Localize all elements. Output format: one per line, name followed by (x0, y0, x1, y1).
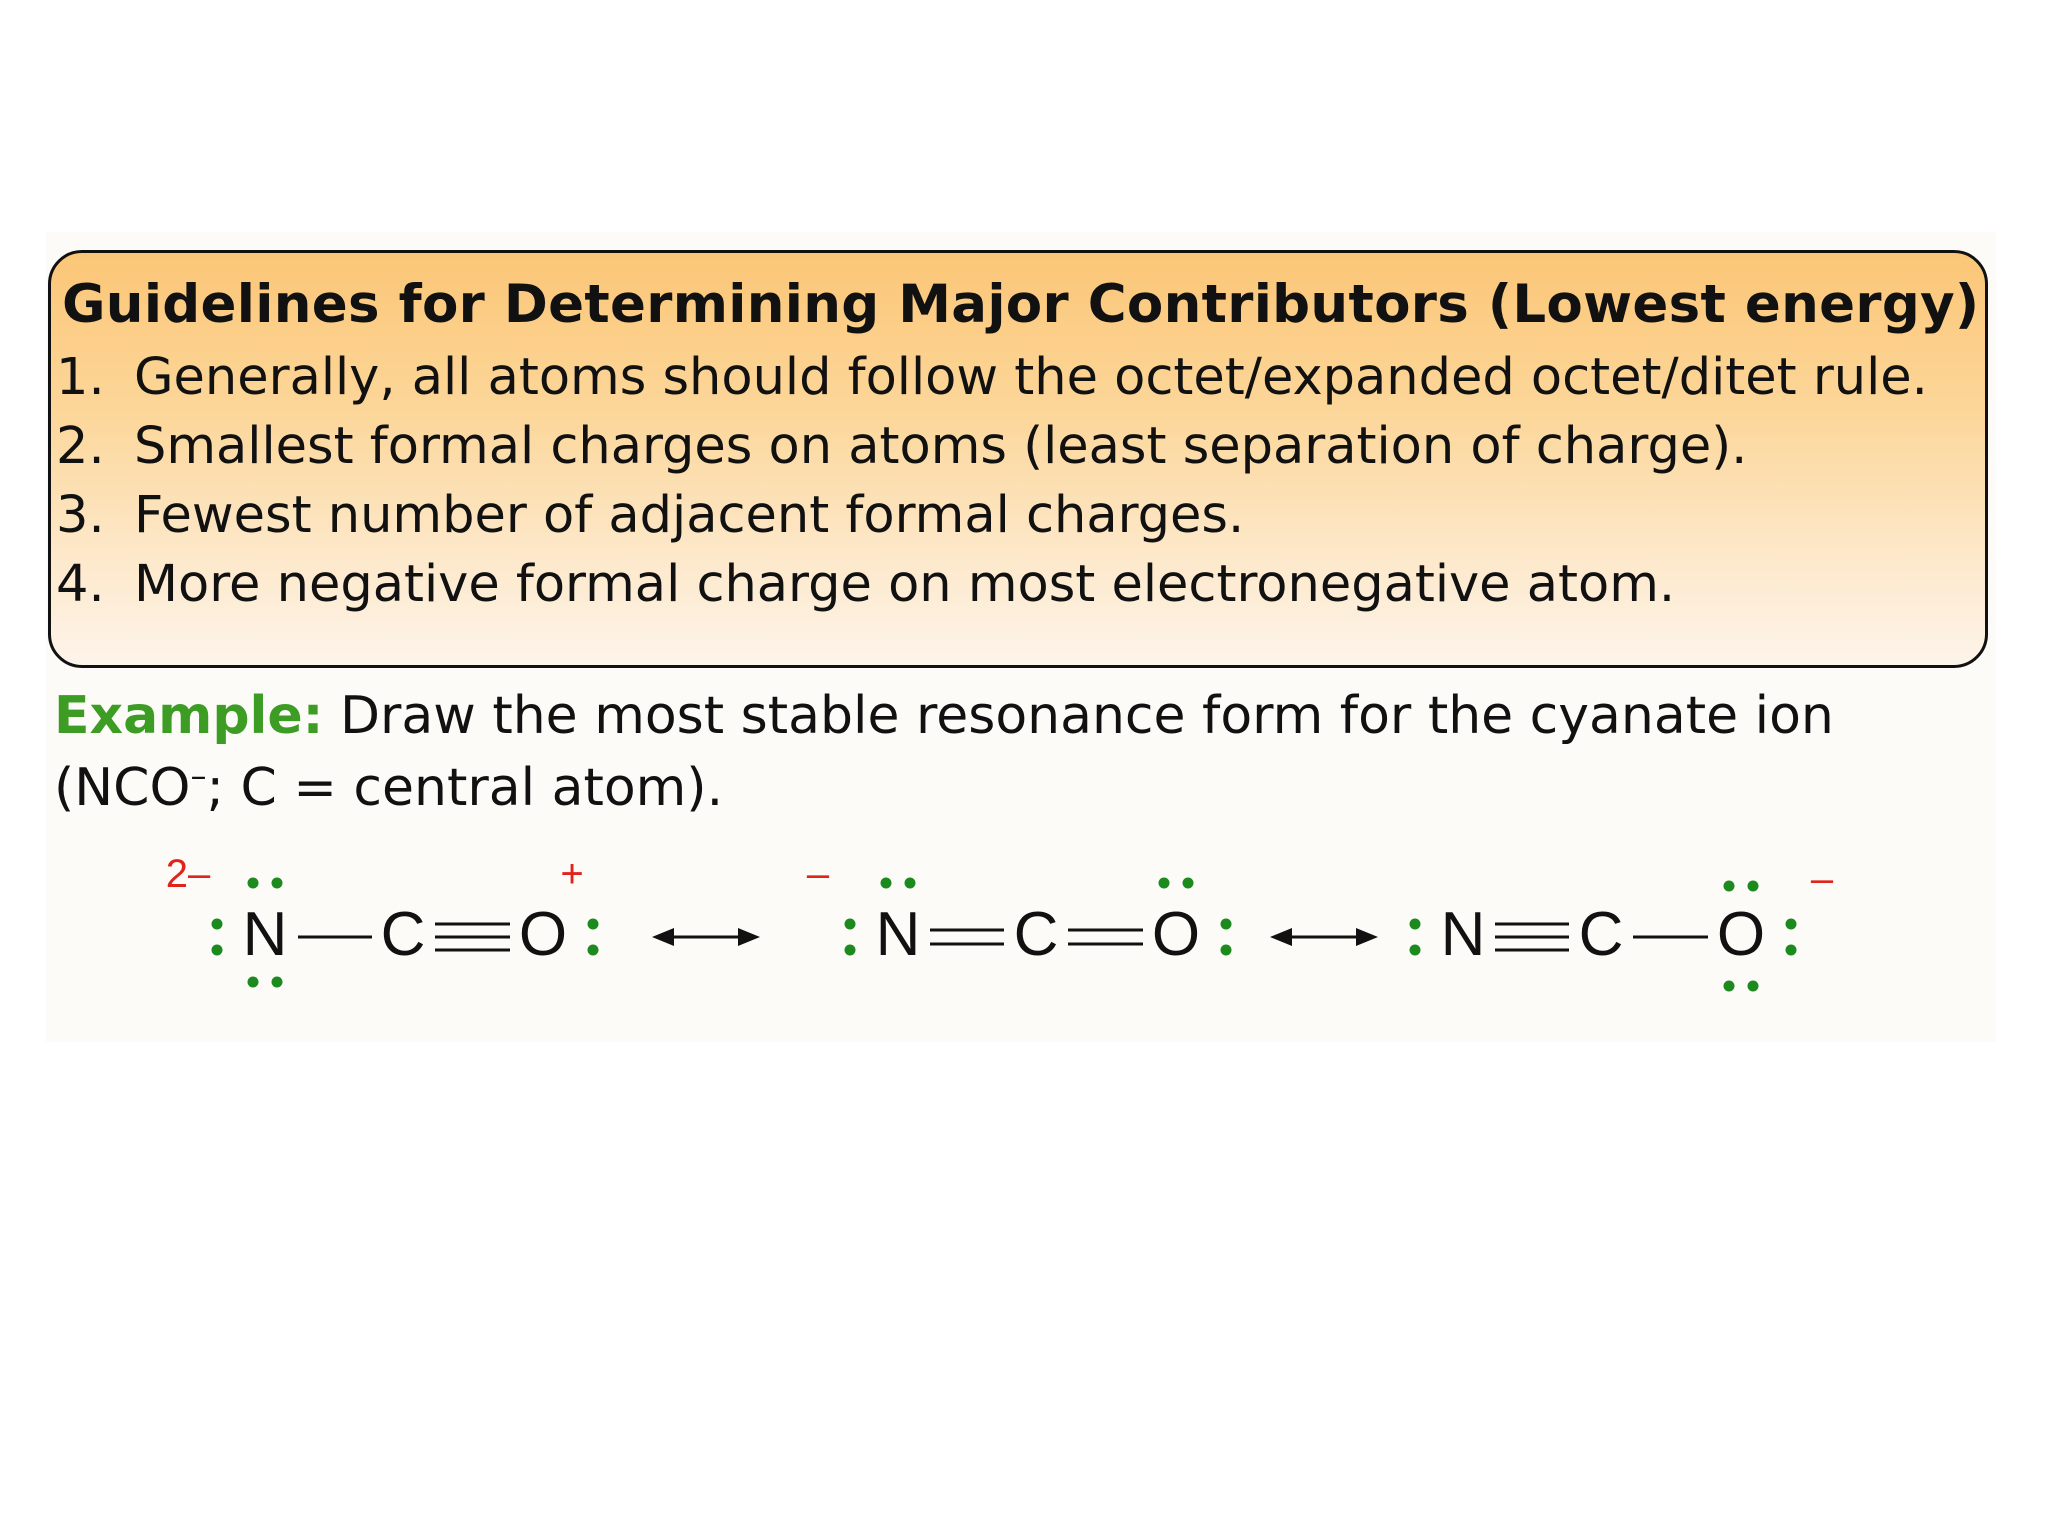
example-superscript: – (190, 756, 207, 795)
lone-pair-dot (212, 919, 223, 930)
formal-charge: – (1810, 857, 1834, 901)
resonance-arrow-head (1270, 928, 1292, 946)
rule-text: Fewest number of adjacent formal charges. (134, 486, 1245, 545)
lone-pair-dot (1183, 878, 1194, 889)
lone-pair-dot (1221, 945, 1232, 956)
lone-pair-dot (845, 919, 856, 930)
resonance-arrow-head (738, 928, 760, 946)
example-label: Example: (54, 686, 324, 746)
atom-symbol: O (518, 900, 568, 969)
example-prompt (54, 680, 2004, 824)
lone-pair-dot (1786, 945, 1797, 956)
resonance-arrow-head (652, 928, 674, 946)
lone-pair-dot (905, 878, 916, 889)
lone-pair-dot (1786, 919, 1797, 930)
lone-pair-dot (1724, 981, 1735, 992)
atom-symbol: N (875, 900, 921, 969)
rule-number: 1. (56, 348, 105, 407)
lone-pair-dot (272, 977, 283, 988)
lone-pair-dot (588, 919, 599, 930)
example-text-end: ; C = central atom). (206, 758, 724, 818)
formal-charge: – (806, 852, 830, 896)
atom-symbol: O (1151, 900, 1201, 969)
atom-symbol: C (1578, 900, 1624, 969)
lone-pair-dot (248, 878, 259, 889)
lone-pair-dot (1410, 919, 1421, 930)
rule-number: 4. (56, 555, 105, 614)
atom-symbol: O (1716, 900, 1766, 969)
atom-symbol: C (1013, 900, 1059, 969)
rule-1 (56, 348, 1956, 407)
resonance-arrow-head (1356, 928, 1378, 946)
lone-pair-dot (588, 945, 599, 956)
rule-2 (56, 417, 1956, 476)
atom-symbol: N (1440, 900, 1486, 969)
example-text: Draw the most stable resonance form for the cyanate ion (NCO (54, 686, 1834, 818)
rule-4 (56, 555, 1956, 614)
lone-pair-dot (1748, 981, 1759, 992)
rule-text: More negative formal charge on most electronegative atom. (134, 555, 1676, 614)
rule-number: 3. (56, 486, 105, 545)
rule-text: Generally, all atoms should follow the octet/expanded octet/ditet rule. (134, 348, 1928, 407)
resonance-diagram (0, 830, 2048, 1010)
rule-3 (56, 486, 1956, 545)
atom-symbol: N (242, 900, 288, 969)
formal-charge: + (560, 852, 584, 896)
guidelines-title: Guidelines for Determining Major Contributors (Lowest energy) (62, 274, 1980, 335)
lone-pair-dot (845, 945, 856, 956)
lone-pair-dot (1724, 881, 1735, 892)
lone-pair-dot (881, 878, 892, 889)
lone-pair-dot (1159, 878, 1170, 889)
formal-charge: 2– (165, 852, 211, 896)
rule-text: Smallest formal charges on atoms (least separation of charge). (134, 417, 1748, 476)
lone-pair-dot (272, 878, 283, 889)
atom-symbol: C (380, 900, 426, 969)
lone-pair-dot (248, 977, 259, 988)
lone-pair-dot (1748, 881, 1759, 892)
rule-number: 2. (56, 417, 105, 476)
lone-pair-dot (1221, 919, 1232, 930)
lone-pair-dot (212, 945, 223, 956)
lone-pair-dot (1410, 945, 1421, 956)
